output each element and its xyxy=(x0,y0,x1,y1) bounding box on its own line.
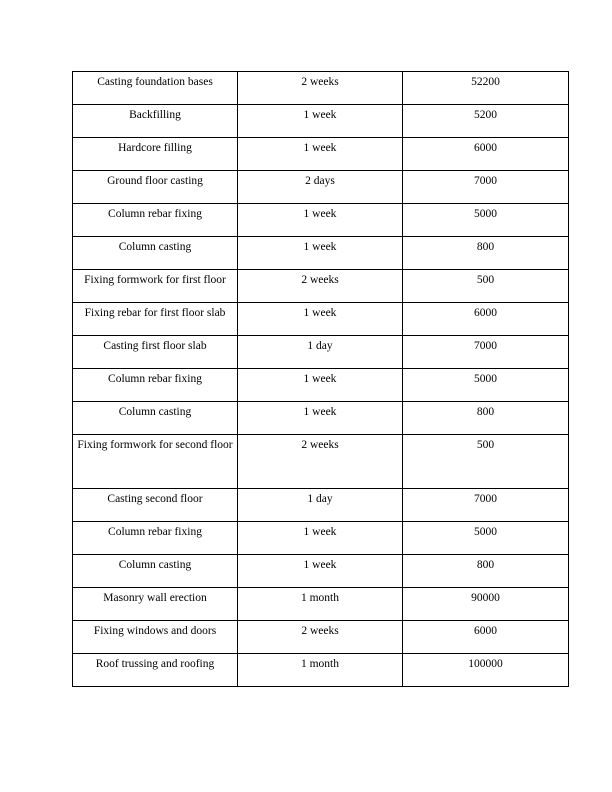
cost-cell-text: 5000 xyxy=(474,373,497,385)
task-cell xyxy=(73,336,238,369)
duration-cell-text: 2 weeks xyxy=(301,439,339,451)
duration-cell-text: 2 weeks xyxy=(301,274,339,286)
task-cell xyxy=(73,105,238,138)
duration-cell xyxy=(238,171,403,204)
table-row xyxy=(73,654,569,687)
cost-cell xyxy=(403,654,569,687)
cost-cell-text: 5200 xyxy=(474,109,497,121)
cost-cell-text: 500 xyxy=(476,439,495,451)
duration-cell-text: 2 weeks xyxy=(301,76,339,88)
task-cell xyxy=(73,555,238,588)
cost-cell xyxy=(403,369,569,402)
duration-cell-text: 1 day xyxy=(307,493,333,505)
duration-cell xyxy=(238,270,403,303)
task-cell xyxy=(73,237,238,270)
task-cell xyxy=(73,654,238,687)
cost-cell-text: 6000 xyxy=(474,142,497,154)
cost-cell-text: 52200 xyxy=(471,76,500,88)
duration-cell-text: 2 days xyxy=(305,175,335,187)
duration-cell-text: 1 week xyxy=(303,109,337,121)
cost-cell-text: 6000 xyxy=(474,625,497,637)
table-row xyxy=(73,621,569,654)
duration-cell xyxy=(238,522,403,555)
duration-cell xyxy=(238,654,403,687)
duration-cell-text: 1 week xyxy=(303,406,337,418)
cost-cell xyxy=(403,435,569,489)
construction-schedule-table xyxy=(72,71,569,687)
cost-cell-text: 7000 xyxy=(474,493,497,505)
duration-cell-text: 1 week xyxy=(303,373,337,385)
task-cell-text: Column casting xyxy=(118,406,192,418)
duration-cell-text: 2 weeks xyxy=(301,625,339,637)
task-cell xyxy=(73,522,238,555)
duration-cell-text: 1 week xyxy=(303,208,337,220)
table-row xyxy=(73,204,569,237)
cost-cell xyxy=(403,402,569,435)
duration-cell-text: 1 month xyxy=(300,658,339,670)
duration-cell xyxy=(238,555,403,588)
task-cell-text: Column casting xyxy=(118,559,192,571)
duration-cell xyxy=(238,237,403,270)
task-cell-text: Fixing windows and doors xyxy=(93,625,217,637)
cost-cell-text: 800 xyxy=(476,241,495,253)
cost-cell xyxy=(403,303,569,336)
duration-cell-text: 1 week xyxy=(303,559,337,571)
cost-cell xyxy=(403,270,569,303)
cost-cell xyxy=(403,204,569,237)
duration-cell xyxy=(238,105,403,138)
cost-cell xyxy=(403,138,569,171)
cost-cell-text: 800 xyxy=(476,406,495,418)
task-cell-text: Column rebar fixing xyxy=(108,526,202,538)
cost-cell-text: 100000 xyxy=(468,658,503,670)
duration-cell xyxy=(238,435,403,489)
cost-cell-text: 6000 xyxy=(474,307,497,319)
task-cell-text: Ground floor casting xyxy=(107,175,203,187)
table-row xyxy=(73,435,569,489)
cost-cell-text: 800 xyxy=(476,559,495,571)
task-cell xyxy=(73,489,238,522)
table-row xyxy=(73,555,569,588)
cost-cell-text: 7000 xyxy=(474,175,497,187)
cost-cell xyxy=(403,489,569,522)
table-row xyxy=(73,402,569,435)
task-cell-text: Fixing rebar for first floor slab xyxy=(84,307,226,319)
task-cell xyxy=(73,171,238,204)
task-cell xyxy=(73,435,238,489)
duration-cell xyxy=(238,489,403,522)
table-row xyxy=(73,489,569,522)
cost-cell-text: 500 xyxy=(476,274,495,286)
cost-cell xyxy=(403,105,569,138)
duration-cell xyxy=(238,621,403,654)
task-cell xyxy=(73,303,238,336)
task-cell-text: Masonry wall erection xyxy=(103,592,207,604)
cost-cell xyxy=(403,171,569,204)
task-cell xyxy=(73,402,238,435)
cost-cell xyxy=(403,588,569,621)
duration-cell xyxy=(238,138,403,171)
cost-cell xyxy=(403,555,569,588)
table-row xyxy=(73,171,569,204)
task-cell-text: Fixing formwork for first floor xyxy=(84,274,226,286)
task-cell-text: Column casting xyxy=(118,241,192,253)
table-row xyxy=(73,270,569,303)
task-cell xyxy=(73,72,238,105)
duration-cell-text: 1 week xyxy=(303,142,337,154)
cost-cell xyxy=(403,522,569,555)
task-cell xyxy=(73,369,238,402)
duration-cell xyxy=(238,303,403,336)
cost-cell-text: 5000 xyxy=(474,208,497,220)
duration-cell-text: 1 week xyxy=(303,307,337,319)
table-row xyxy=(73,588,569,621)
duration-cell-text: 1 day xyxy=(307,340,333,352)
schedule-table-body xyxy=(73,72,569,687)
cost-cell-text: 7000 xyxy=(474,340,497,352)
duration-cell xyxy=(238,72,403,105)
table-row xyxy=(73,522,569,555)
duration-cell-text: 1 week xyxy=(303,526,337,538)
cost-cell-text: 90000 xyxy=(471,592,500,604)
duration-cell xyxy=(238,369,403,402)
task-cell-text: Fixing formwork for second floor xyxy=(77,439,233,451)
task-cell-text: Hardcore filling xyxy=(118,142,192,154)
task-cell xyxy=(73,204,238,237)
duration-cell xyxy=(238,402,403,435)
duration-cell-text: 1 week xyxy=(303,241,337,253)
table-row xyxy=(73,105,569,138)
task-cell-text: Roof trussing and roofing xyxy=(95,658,215,670)
task-cell xyxy=(73,138,238,171)
cost-cell xyxy=(403,72,569,105)
task-cell-text: Casting first floor slab xyxy=(103,340,207,352)
duration-cell xyxy=(238,336,403,369)
duration-cell xyxy=(238,588,403,621)
task-cell-text: Casting second floor xyxy=(107,493,203,505)
cost-cell xyxy=(403,237,569,270)
task-cell-text: Backfilling xyxy=(129,109,181,121)
cost-cell-text: 5000 xyxy=(474,526,497,538)
table-row xyxy=(73,369,569,402)
task-cell-text: Column rebar fixing xyxy=(108,373,202,385)
table-row xyxy=(73,336,569,369)
duration-cell-text: 1 month xyxy=(300,592,339,604)
task-cell-text: Casting foundation bases xyxy=(97,76,213,88)
task-cell xyxy=(73,588,238,621)
table-row xyxy=(73,138,569,171)
cost-cell xyxy=(403,621,569,654)
cost-cell xyxy=(403,336,569,369)
table-row xyxy=(73,237,569,270)
task-cell xyxy=(73,621,238,654)
duration-cell xyxy=(238,204,403,237)
task-cell-text: Column rebar fixing xyxy=(108,208,202,220)
table-row xyxy=(73,72,569,105)
task-cell xyxy=(73,270,238,303)
table-row xyxy=(73,303,569,336)
